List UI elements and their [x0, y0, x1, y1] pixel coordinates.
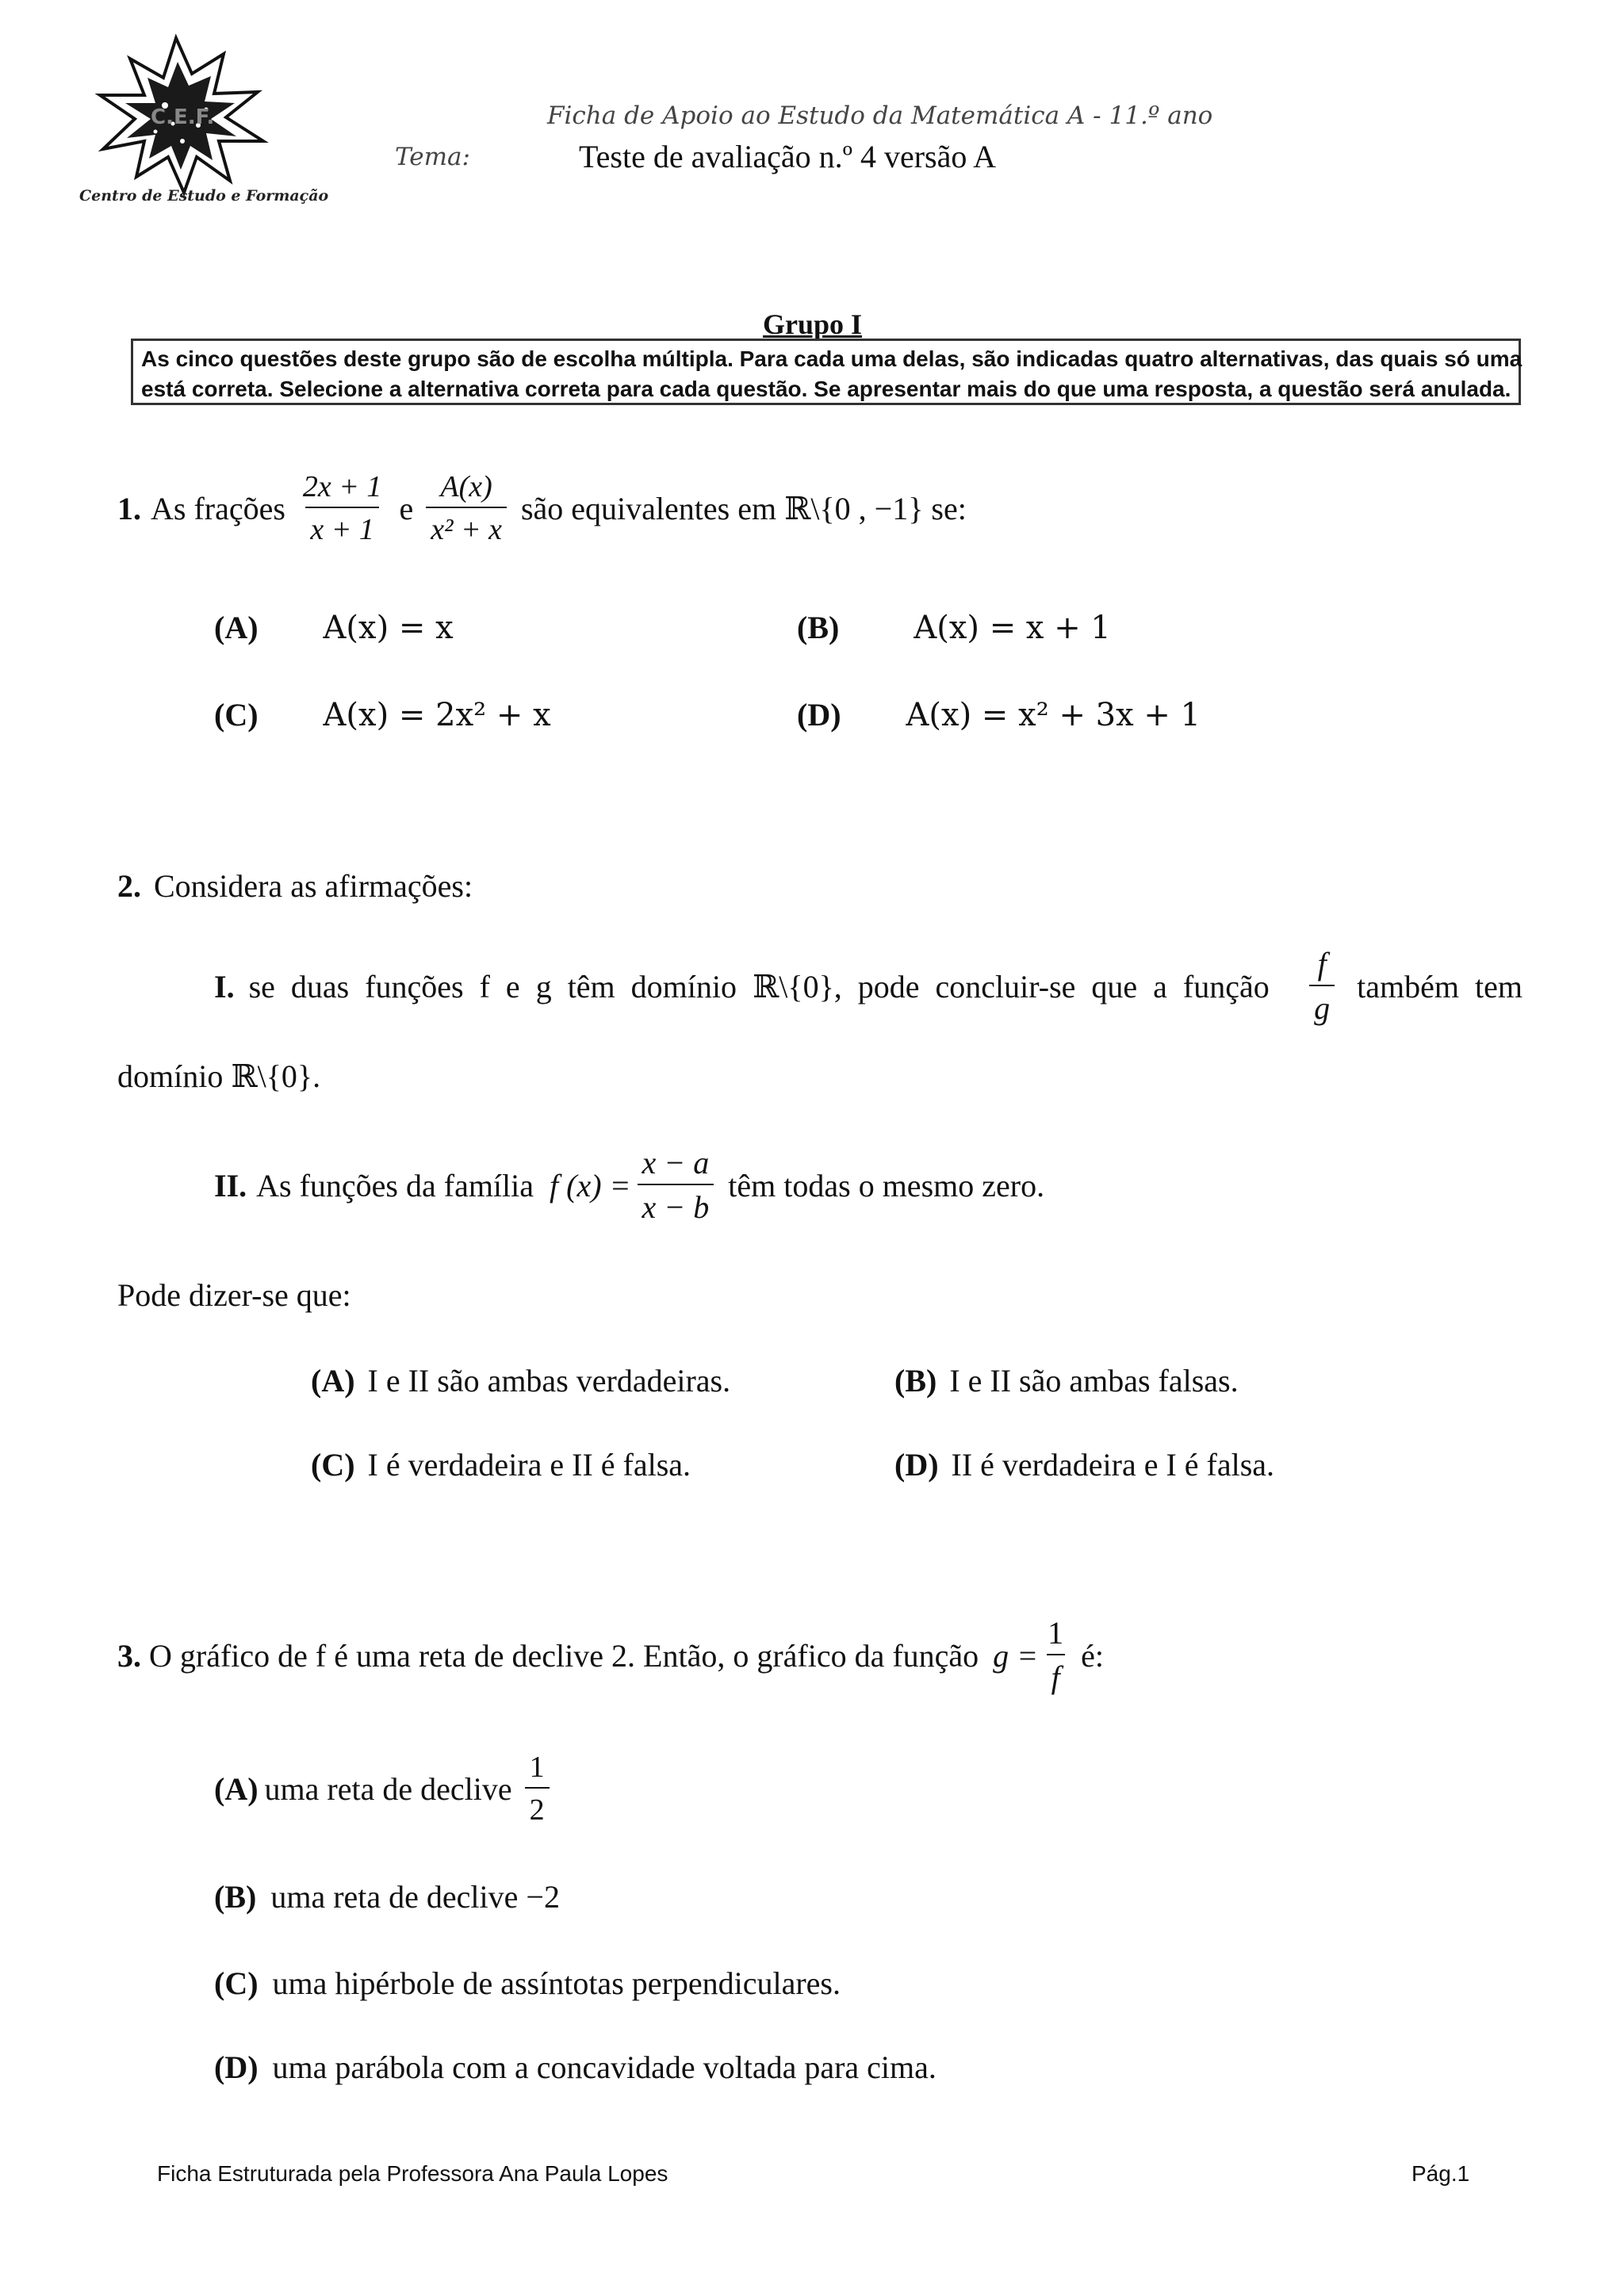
- q1-option-b-label: (B): [797, 610, 840, 645]
- q2-option-a-label: (A): [311, 1363, 355, 1399]
- q1-frac1-num: 2x + 1: [302, 470, 382, 503]
- q3-option-b-label: (B): [214, 1879, 257, 1915]
- q2-option-b-value: I e II são ambas falsas.: [949, 1363, 1239, 1399]
- q1-connector: e: [399, 490, 414, 526]
- q1-frac2-den: x² + x: [426, 507, 507, 545]
- q3-option-d-text: uma parábola com a concavidade voltada para cima.: [272, 2049, 936, 2085]
- q1-option-d: [797, 699, 1201, 731]
- q1-option-c-label: (C): [214, 697, 259, 733]
- q2-s2-fraction: [638, 1147, 714, 1223]
- q2-option-a-value: I e II são ambas verdadeiras.: [367, 1363, 731, 1399]
- footer-left: Ficha Estruturada pela Professora Ana Paula Lopes: [157, 2161, 668, 2186]
- q3-option-a-label: (A): [214, 1770, 259, 1807]
- q3-lhs: g =: [993, 1637, 1039, 1674]
- q1-text-b: são equivalentes em ℝ\{0 , −1} se:: [520, 490, 967, 526]
- q3-text-b: é:: [1081, 1637, 1105, 1674]
- q2-intro: [117, 868, 473, 904]
- group-instructions-line1: As cinco questões deste grupo são de escolha múltipla. Para cada uma delas, são indicadas quatro alternativas, das quais só uma: [141, 346, 1522, 371]
- q1-option-a-value: A(x) = x: [323, 610, 454, 646]
- q3-option-a-den: 2: [525, 1787, 550, 1825]
- q3-option-a: [214, 1752, 550, 1825]
- q3-option-c-text: uma hipérbole de assíntotas perpendiculares.: [272, 1965, 841, 2001]
- q2-number: 2.: [117, 868, 141, 904]
- header-topic-label: Tema:: [395, 143, 470, 171]
- q1-frac1-den: x + 1: [305, 507, 379, 545]
- q2-intro-text: Considera as afirmações:: [154, 868, 473, 904]
- logo: [79, 30, 285, 209]
- q1-option-c-value: A(x) = 2x² + x: [323, 697, 551, 733]
- q3-statement: [117, 1617, 1104, 1693]
- q2-option-c-label: (C): [311, 1447, 355, 1483]
- q3-fraction: [1043, 1617, 1068, 1693]
- q3-number: 3.: [117, 1637, 141, 1674]
- q1-option-d-label: (D): [797, 697, 841, 733]
- group-instructions-line2: está correta. Selecione a alternativa correta para cada questão. Se apresentar mais do que uma resposta, a questão será anulada.: [141, 377, 1511, 401]
- q3-option-a-fraction: [525, 1752, 550, 1825]
- q3-option-c-label: (C): [214, 1965, 259, 2001]
- q1-option-b-value: A(x) = x + 1: [914, 610, 1111, 646]
- q2-s2-text: As funções da família: [256, 1167, 534, 1203]
- q2-s1-continuation: domínio ℝ\{0}.: [117, 1058, 321, 1094]
- q2-option-b-label: (B): [894, 1363, 937, 1399]
- header-topic: Teste de avaliação n.º 4 versão A: [579, 139, 997, 174]
- q3-option-b: [214, 1881, 560, 1913]
- q1-option-c: [214, 699, 551, 731]
- logo-label: C.E.F.: [151, 105, 215, 129]
- header-title-line: Ficha de Apoio ao Estudo da Matemática A - 11.º ano: [547, 101, 1213, 130]
- q3-text-a: O gráfico de f é uma reta de declive 2. Então, o gráfico da função: [149, 1637, 979, 1674]
- q2-option-d: [894, 1449, 1274, 1481]
- q2-prompt: Pode dizer-se que:: [117, 1277, 351, 1313]
- q1-option-d-value: A(x) = x² + 3x + 1: [906, 697, 1201, 733]
- q1-option-a-label: (A): [214, 610, 259, 645]
- q2-option-d-label: (D): [894, 1447, 939, 1483]
- q1-option-b: [797, 612, 1111, 644]
- q2-s2-frac-den: x − b: [638, 1184, 714, 1223]
- q3-option-b-text: uma reta de declive −2: [270, 1879, 560, 1915]
- group-title: Grupo I: [763, 308, 863, 340]
- q2-s2-text-end: têm todas o mesmo zero.: [728, 1167, 1045, 1203]
- q1-statement: [117, 472, 967, 545]
- q1-option-a: [214, 612, 454, 644]
- q2-option-c-value: I é verdadeira e II é falsa.: [367, 1447, 691, 1483]
- q2-s1-fraction: [1309, 948, 1335, 1024]
- q2-s1-label: I.: [214, 968, 235, 1004]
- q2-option-d-value: II é verdadeira e I é falsa.: [951, 1447, 1275, 1483]
- q3-option-c: [214, 1965, 841, 2001]
- q3-option-a-text: uma reta de declive: [264, 1770, 512, 1807]
- q2-s1-frac-den: g: [1309, 985, 1335, 1024]
- q1-text-a: As frações: [151, 490, 285, 526]
- q2-option-b: [894, 1365, 1239, 1397]
- q1-fraction-1: [298, 472, 387, 545]
- group-instructions-box: [131, 339, 1521, 405]
- q2-option-c: [311, 1449, 691, 1481]
- q2-option-a: [311, 1365, 730, 1397]
- q3-option-a-num: 1: [529, 1751, 545, 1784]
- q3-frac-den: f: [1047, 1654, 1065, 1693]
- q3-frac-num: 1: [1048, 1615, 1064, 1651]
- q3-option-d: [214, 2049, 936, 2085]
- q2-s1-frac-num: f: [1317, 946, 1327, 982]
- q3-option-d-label: (D): [214, 2049, 259, 2085]
- q2-s1-text-end: também tem: [1357, 968, 1522, 1004]
- logo-caption: Centro de Estudo e Formação: [79, 187, 329, 205]
- footer-page-number: Pág.1: [1411, 2161, 1470, 2186]
- q2-statement-1: [214, 948, 1522, 1024]
- q2-s2-frac-num: x − a: [642, 1145, 710, 1181]
- q2-s2-lhs: f (x) =: [550, 1167, 631, 1203]
- q2-statement-2: [214, 1147, 1044, 1223]
- q1-number: 1.: [117, 490, 141, 526]
- q1-frac2-num: A(x): [440, 470, 492, 503]
- q1-fraction-2: [426, 472, 507, 545]
- q2-s1-text: se duas funções f e g têm domínio ℝ\{0}, pode concluir-se que a função: [248, 968, 1270, 1004]
- q2-s2-label: II.: [214, 1167, 247, 1203]
